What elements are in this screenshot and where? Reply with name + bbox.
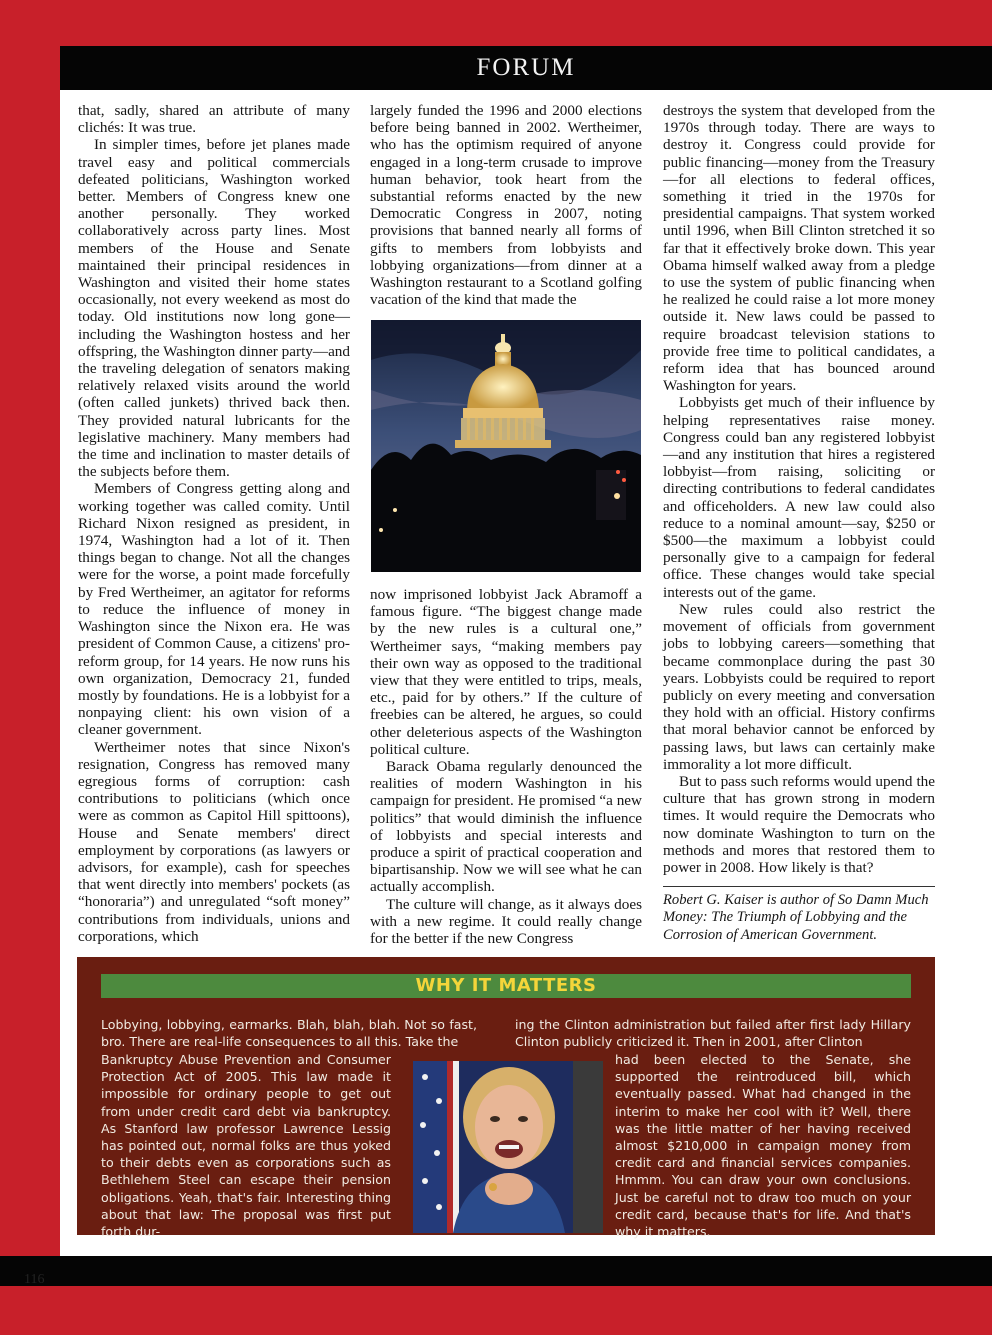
paragraph: now imprisoned lobbyist Jack Abramoff a famous figure. “The biggest change made by the new rules is a cultural one,” Wertheimer says, “making members pay their own way as opposed to the traditional view that they were entitled to trips, meals, etc., paid for by others.” If the culture of freebies can be altered, he argues, so could other deleterious aspects of the Washington political culture.: [370, 586, 642, 758]
page: [60, 46, 992, 1256]
article-column-2-bottom: [370, 586, 642, 947]
section-header-bar: [60, 46, 992, 90]
author-book-title: So Damn Much Money: The Triumph of Lobbying and the Corrosion of American Government.: [663, 892, 929, 943]
paragraph: Wertheimer notes that since Nixon's resignation, Congress has removed many egregious forms of corruption: cash contributions to politicians (which once were as common as Capitol Hill spittoons), House and Senate members' direct employment by corporations (as lawyers or advisors, for example), cash for speeches that went directly into members' pockets (as “honoraria”) and unregulated “soft money” contributions from individuals, unions and corporations, which: [78, 738, 350, 945]
paragraph: New rules could also restrict the movement of officials from government jobs to lobbying careers—something that became commonplace during the past 30 years. Lobbyists could be required to report publicly on every meeting and conversation they hold with an official. History confirms that moral behavior cannot be enforced by passing laws, but laws can certainly make immorality a lot more difficult.: [663, 600, 935, 773]
sidebar-text-right: had been elected to the Senate, she supported the reintroduced bill, which eventually passed. What had changed in the interim to make her cool with it? Well, there was the little matter of her having received almost $210,000 in campaign money from credit card and financial services companies. Hmmm. You can draw your own conclusions. Just be careful not to draw too much on your credit card, because that's for life. And that's why it matters.: [615, 1052, 911, 1240]
sidebar-text-top-left: Lobbying, lobbying, earmarks. Blah, blah, blah. Not so fast, bro. There are real-life consequences to all this. Take the: [101, 1017, 477, 1050]
paragraph: that, sadly, shared an attribute of many clichés: It was true.: [78, 102, 350, 137]
hillary-clinton-photo: [413, 1061, 603, 1233]
paragraph: But to pass such reforms would upend the culture that has grown strong in modern times. It would require the Democrats who now dominate Washington to turn on the methods and mores that restored them to power in 2008. How likely is that?: [663, 772, 935, 876]
article-column-3: [663, 102, 935, 876]
paragraph: The culture will change, as it always does with a new regime. It could really change for the better if the new Congress: [370, 895, 642, 948]
section-title: FORUM: [476, 54, 576, 81]
sidebar-text-left: Bankruptcy Abuse Prevention and Consumer Protection Act of 2005. This law made it impossible for ordinary people to get out from under credit card debt via bankruptcy. As Stanford law professor Lawrence Lessig has pointed out, normal folks are thus yoked to their debts even as corporations such as Bethlehem Steel can escape their pension obligations. Yeah, that's fair. Interesting thing about that law: The proposal was first put forth dur-: [101, 1052, 391, 1240]
footer-bar: [0, 1256, 992, 1286]
paragraph: In simpler times, before jet planes made travel easy and political commercials defeated politicians, Washington worked better. Members of Congress knew one another personally. They worked collaboratively across party lines. Most members of the House and Senate maintained their principal residences in Washington and visited their home states occasionally, not every weekend as most do today. Old institutions now long gone—including the Washington hostess and her offspring, the Washington dinner party—and the traveling delegation of senators making relatively relaxed visits around the world (often called junkets) thrived back then. They provided natural lubricants for the legislative machinery. Many members had the time and inclination to master details of the subjects before them.: [78, 136, 350, 481]
capitol-dome-photo: [371, 320, 641, 572]
paragraph: Members of Congress getting along and working together was called comity. Until Richard Nixon resigned as president, in 1974, Washington had a lot of it. Then things began to change. Not all the changes were for the worse, a point made forcefully by Fred Wertheimer, an agitator for reforms to reduce the influence of money in Washington since the Nixon era. He was president of Common Cause, a citizens' pro-reform group, for 14 years. He now runs his own organization, Democracy 21, funded mostly by foundations. He is a lobbyist for a nonpaying client: his own vision of a cleaner government.: [78, 480, 350, 739]
divider: [663, 886, 935, 887]
sidebar-text-top-right: ing the Clinton administration but failed after first lady Hillary Clinton publicly criticized it. Then in 2001, after Clinton: [515, 1017, 911, 1050]
author-bio: [663, 892, 935, 944]
why-it-matters-box: [77, 957, 935, 1240]
article-column-1: [78, 102, 350, 945]
paragraph: Barack Obama regularly denounced the realities of modern Washington in his campaign for president. He promised “a new politics” that would diminish the influence of lobbyists and special interests and produce a spirit of practical cooperation and bipartisanship. Now we will see what he can actually accomplish.: [370, 758, 643, 896]
why-it-matters-header: [101, 974, 911, 998]
why-it-matters-title: WHY IT MATTERS: [415, 975, 597, 996]
paragraph: largely funded the 1996 and 2000 elections before being banned in 2002. Wertheimer, who has the optimism required of anyone engaged in a long-term crusade to improve human behavior, took heart from the substantial reforms enacted by the new Democratic Congress in 2007, noting provisions that banned nearly all forms of gifts to members from lobbyists and lobbying organizations—from dinner at a Washington restaurant to a Scotland golfing vacation of the kind that made the: [370, 102, 642, 309]
paragraph: destroys the system that developed from the 1970s through today. There are ways to destroy it. Congress could provide for public financing—money from the Treasury—for all elections to federal offices, something it tried in the 1970s for presidential campaigns. That system worked until 1996, when Bill Clinton stretched it so far that it effectively broke down. This year Obama himself walked away from a pledge to use the system of public financing when he realized he could raise a lot more money outside it. New laws could be passed to require broadcast television stations to provide free time to political candidates, a reform idea that has bounced around Washington for years.: [663, 102, 935, 395]
page-number: 116: [24, 1272, 45, 1287]
paragraph: Lobbyists get much of their influence by helping representatives raise money. Congress could ban any registered lobbyist—and any institution that hires a registered lobbyist—from raising, soliciting or directing contributions to federal candidates and officeholders. A new law could also reduce to a nominal amount—say, $250 or $500—the maximum a lobbyist could personally give to a campaign for federal office. These changes would take special interests out of the game.: [663, 394, 935, 601]
author-bio-lead: Robert G. Kaiser is author of: [663, 892, 838, 908]
article-column-2-top: [370, 102, 642, 308]
